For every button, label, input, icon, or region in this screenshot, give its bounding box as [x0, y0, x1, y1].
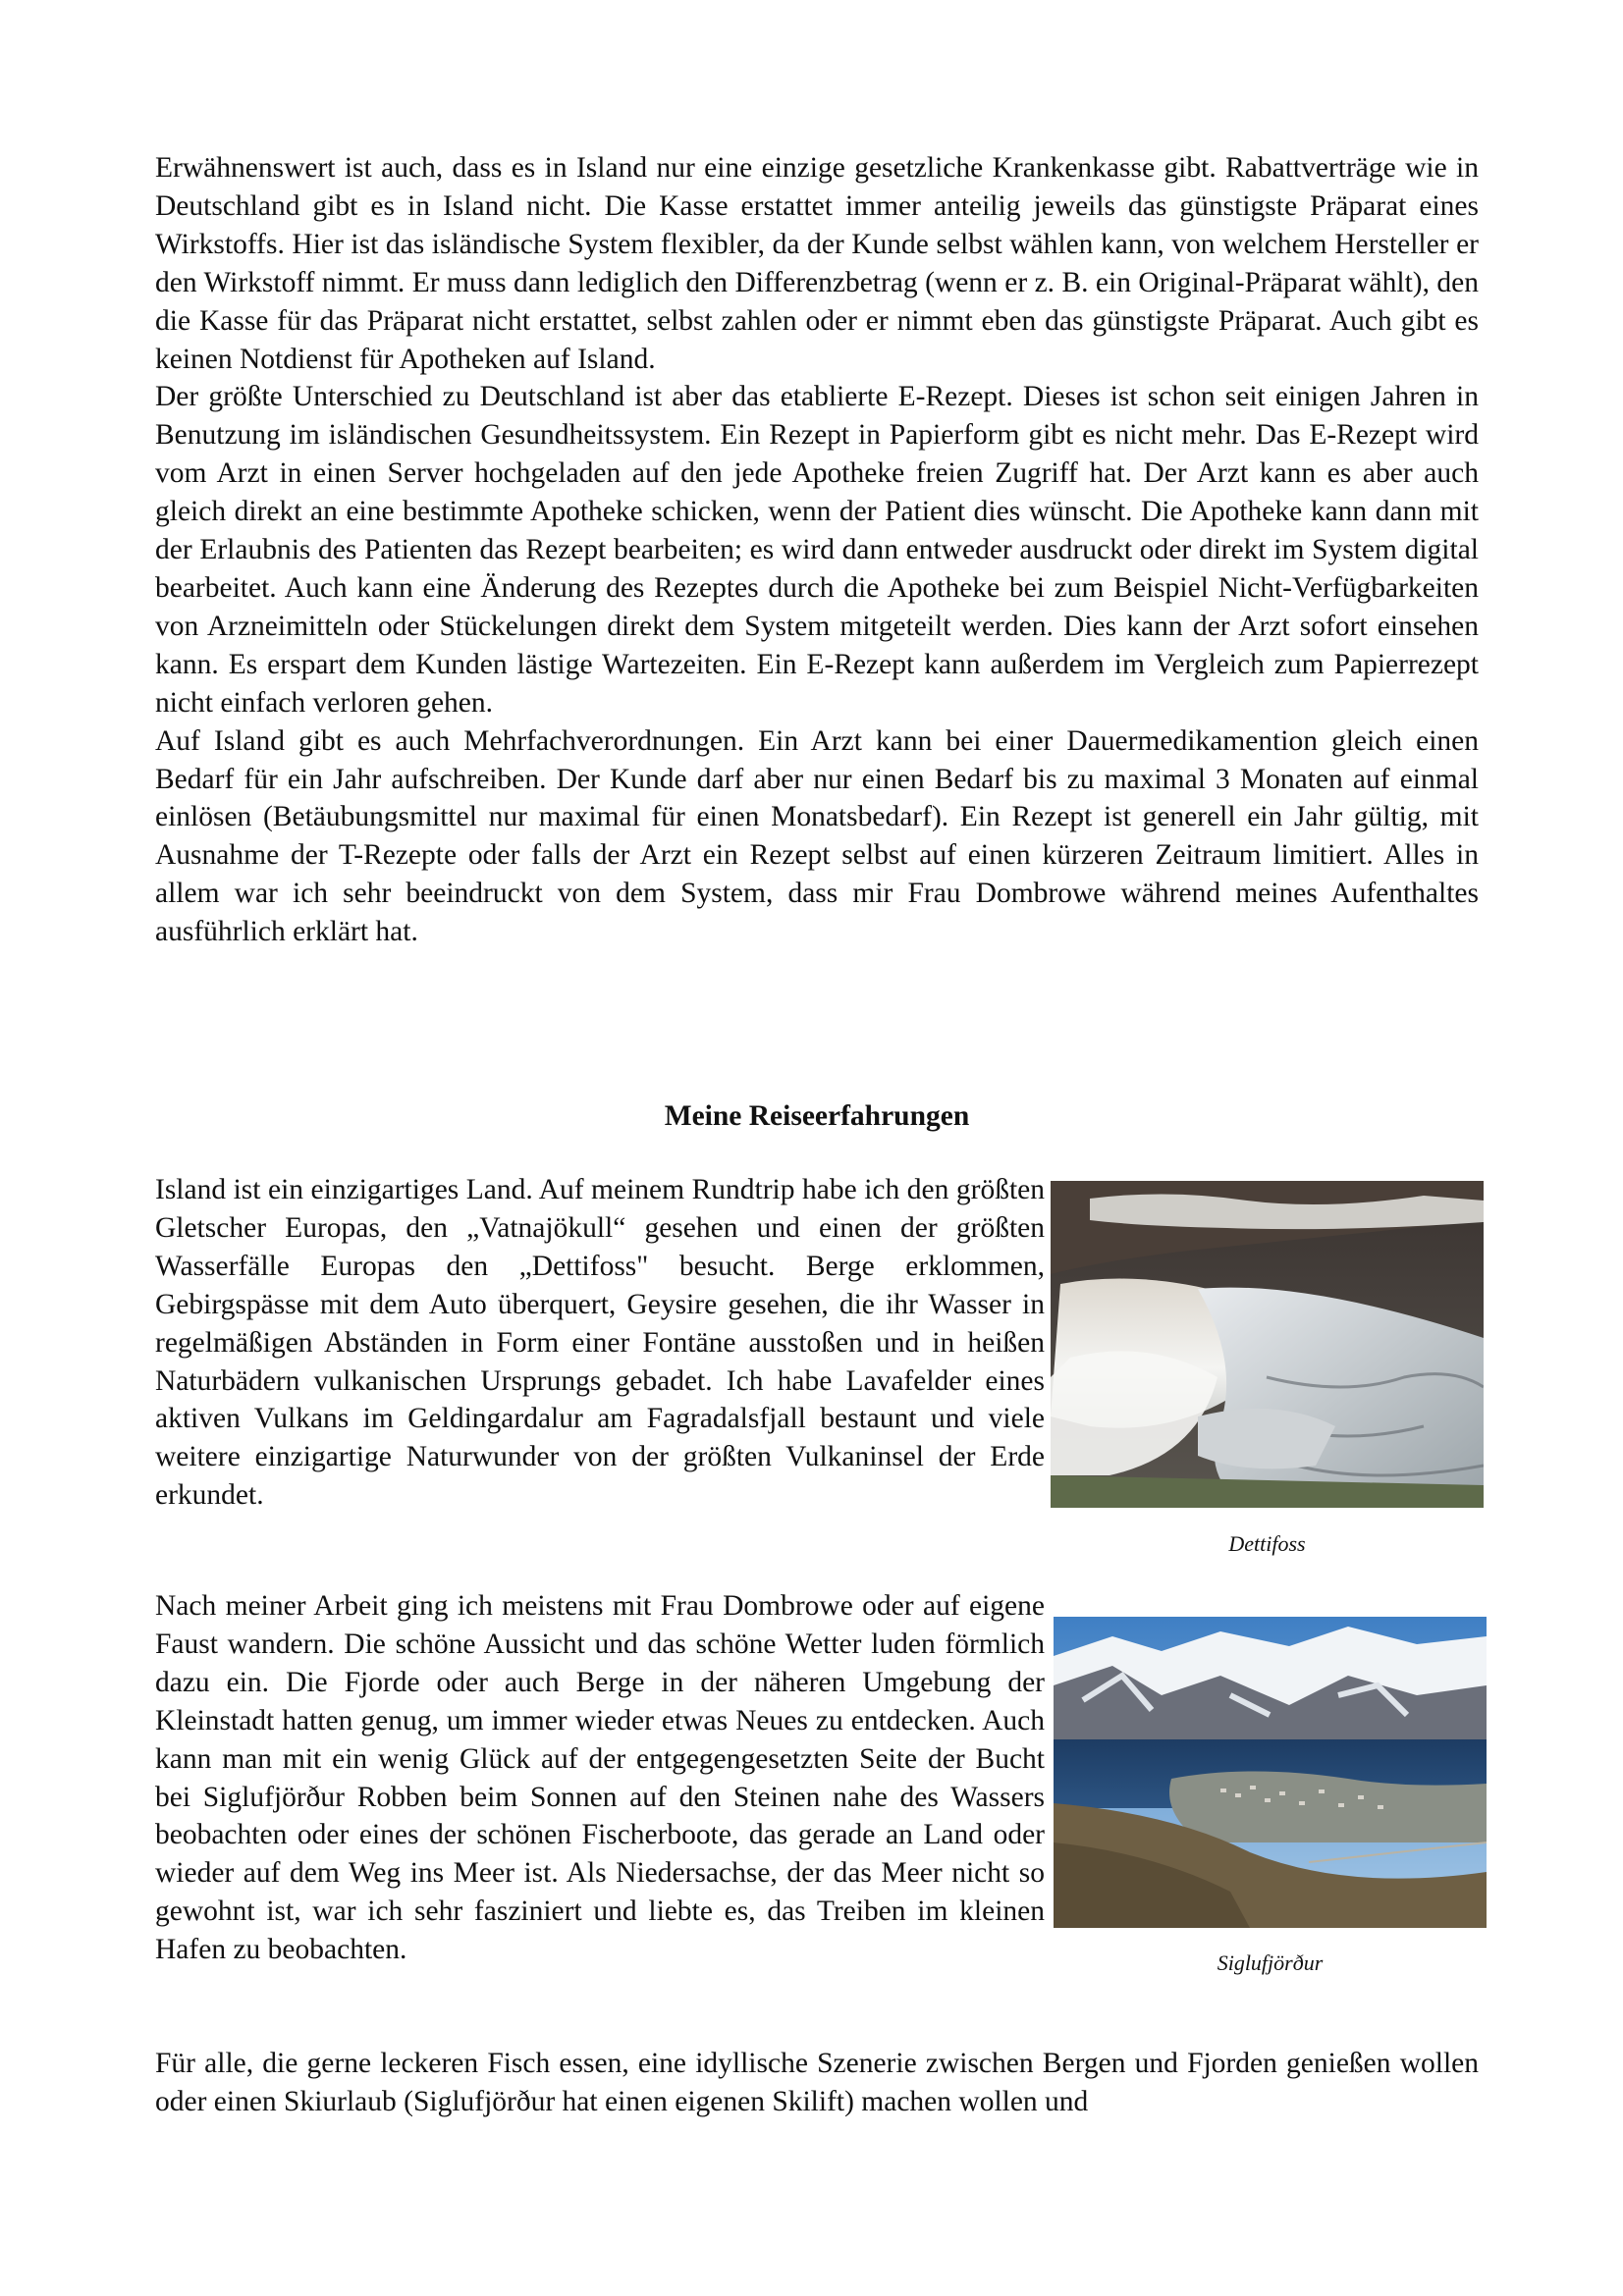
paragraph-e-prescription: Der größte Unterschied zu Deutschland ist aber das etablierte E-Rezept. Dieses ist schon seit einigen Jahren in Benutzung im isländischen Gesundheitssystem. Ein Rezept in Papierform gibt es nicht mehr. Das E-Rezept wird vom Arzt in einen Server hochgeladen auf den jede Apotheke freien Zugriff hat. Der Arzt kann es aber auch gleich direkt an eine bestimmte Apotheke schicken, wenn der Patient dies wünscht. Die Apotheke kann dann mit der Erlaubnis des Patienten das Rezept bearbeiten; es wird dann entweder ausdruckt oder direkt im System digital bearbeitet. Auch kann eine Änderung des Rezeptes durch die Apotheke bei zum Beispiel Nicht-Verfügbarkeiten von Arzneimitteln oder Stückelungen direkt dem System mitgeteilt werden. Dies kann der Arzt sofort einsehen kann. Es erspart dem Kunden lästige Wartezeiten. Ein E-Rezept kann außerdem im Vergleich zum Papierrezept nicht einfach verloren gehen.	[155, 381, 1479, 719]
hiking-paragraph-block	[155, 1587, 1045, 1969]
section-heading: Meine Reiseerfahrungen	[664, 1100, 970, 1132]
closing-paragraph-block	[155, 2045, 1479, 2121]
dettifoss-caption: Dettifoss	[1228, 1531, 1306, 1556]
siglufjordur-caption: Siglufjörður	[1217, 1950, 1324, 1975]
paragraph-iceland-trip: Island ist ein einzigartiges Land. Auf meinem Rundtrip habe ich den größten Gletscher Europas, den „Vatnajökull“ gesehen und einen der größten Wasserfälle Europas den „Dettifoss" besucht. Berge erklommen, Gebirgspässe mit dem Auto überquert, Geysire gesehen, die ihr Wasser in regelmäßigen Abständen in Form einer Fontäne ausstoßen und in heißen Naturbädern vulkanischen Ursprungs gebadet. Ich habe Lavafelder eines aktiven Vulkans im Geldingardalur am Fagradalsfjall bestaunt und viele weitere einzigartige Naturwunder von der größten Vulkaninsel der Erde erkundet.	[155, 1174, 1045, 1512]
intro-text-block	[155, 149, 1479, 951]
siglufjordur-photo	[1054, 1617, 1487, 1928]
paragraph-multiple-prescriptions: Auf Island gibt es auch Mehrfachverordnungen. Ein Arzt kann bei einer Dauermedikamention gleich einen Bedarf für ein Jahr aufschreiben. Der Kunde darf aber nur einen Bedarf bis zu maximal 3 Monaten auf einmal einlösen (Betäubungsmittel nur maximal für einen Monatsbedarf). Ein Rezept ist generell ein Jahr gültig, mit Ausnahme der T-Rezepte oder falls der Arzt ein Rezept selbst auf einen kürzeren Zeitraum limitiert. Alles in allem war ich sehr beeindruckt von dem System, dass mir Frau Dombrowe während meines Aufenthaltes ausführlich erklärt hat.	[155, 724, 1479, 948]
paragraph-hiking: Nach meiner Arbeit ging ich meistens mit Frau Dombrowe oder auf eigene Faust wandern. Die schöne Aussicht und das schöne Wetter luden förmlich dazu ein. Die Fjorde oder auch Berge in der näheren Umgebung der Kleinstadt hatten genug, um immer wieder etwas Neues zu entdecken. Auch kann man mit ein wenig Glück auf der entgegengesetzten Seite der Bucht bei Siglufjörður Robben beim Sonnen auf den Steinen nahe des Wassers beobachten oder eines der schönen Fischerboote, das gerade an Land oder wieder auf dem Weg ins Meer ist. Als Niedersachse, der das Meer nicht so gewohnt ist, war ich sehr fasziniert und liebte es, das Treiben im kleinen Hafen zu beobachten.	[155, 1590, 1045, 1966]
siglufjordur-figure	[1054, 1617, 1487, 1977]
paragraph-recommendation: Für alle, die gerne leckeren Fisch essen, eine idyllische Szenerie zwischen Bergen und Fjorden genießen wollen oder einen Skiurlaub (Siglufjörður hat einen eigenen Skilift) machen wollen und	[155, 2048, 1479, 2117]
paragraph-health-insurance: Erwähnenswert ist auch, dass es in Island nur eine einzige gesetzliche Krankenkasse gibt. Rabattverträge wie in Deutschland gibt es in Island nicht. Die Kasse erstattet immer anteilig jeweils das günstigste Präparat eines Wirkstoffs. Hier ist das isländische System flexibler, da der Kunde selbst wählen kann, von welchem Hersteller er den Wirkstoff nimmt. Er muss dann lediglich den Differenzbetrag (wenn er z. B. ein Original-Präparat wählt), den die Kasse für das Präparat nicht erstattet, selbst zahlen oder er nimmt eben das günstigste Präparat. Auch gibt es keinen Notdienst für Apotheken auf Island.	[155, 152, 1479, 375]
dettifoss-figure	[1051, 1181, 1484, 1558]
dettifoss-photo	[1051, 1181, 1484, 1508]
travel-paragraph-block	[155, 1171, 1045, 1515]
